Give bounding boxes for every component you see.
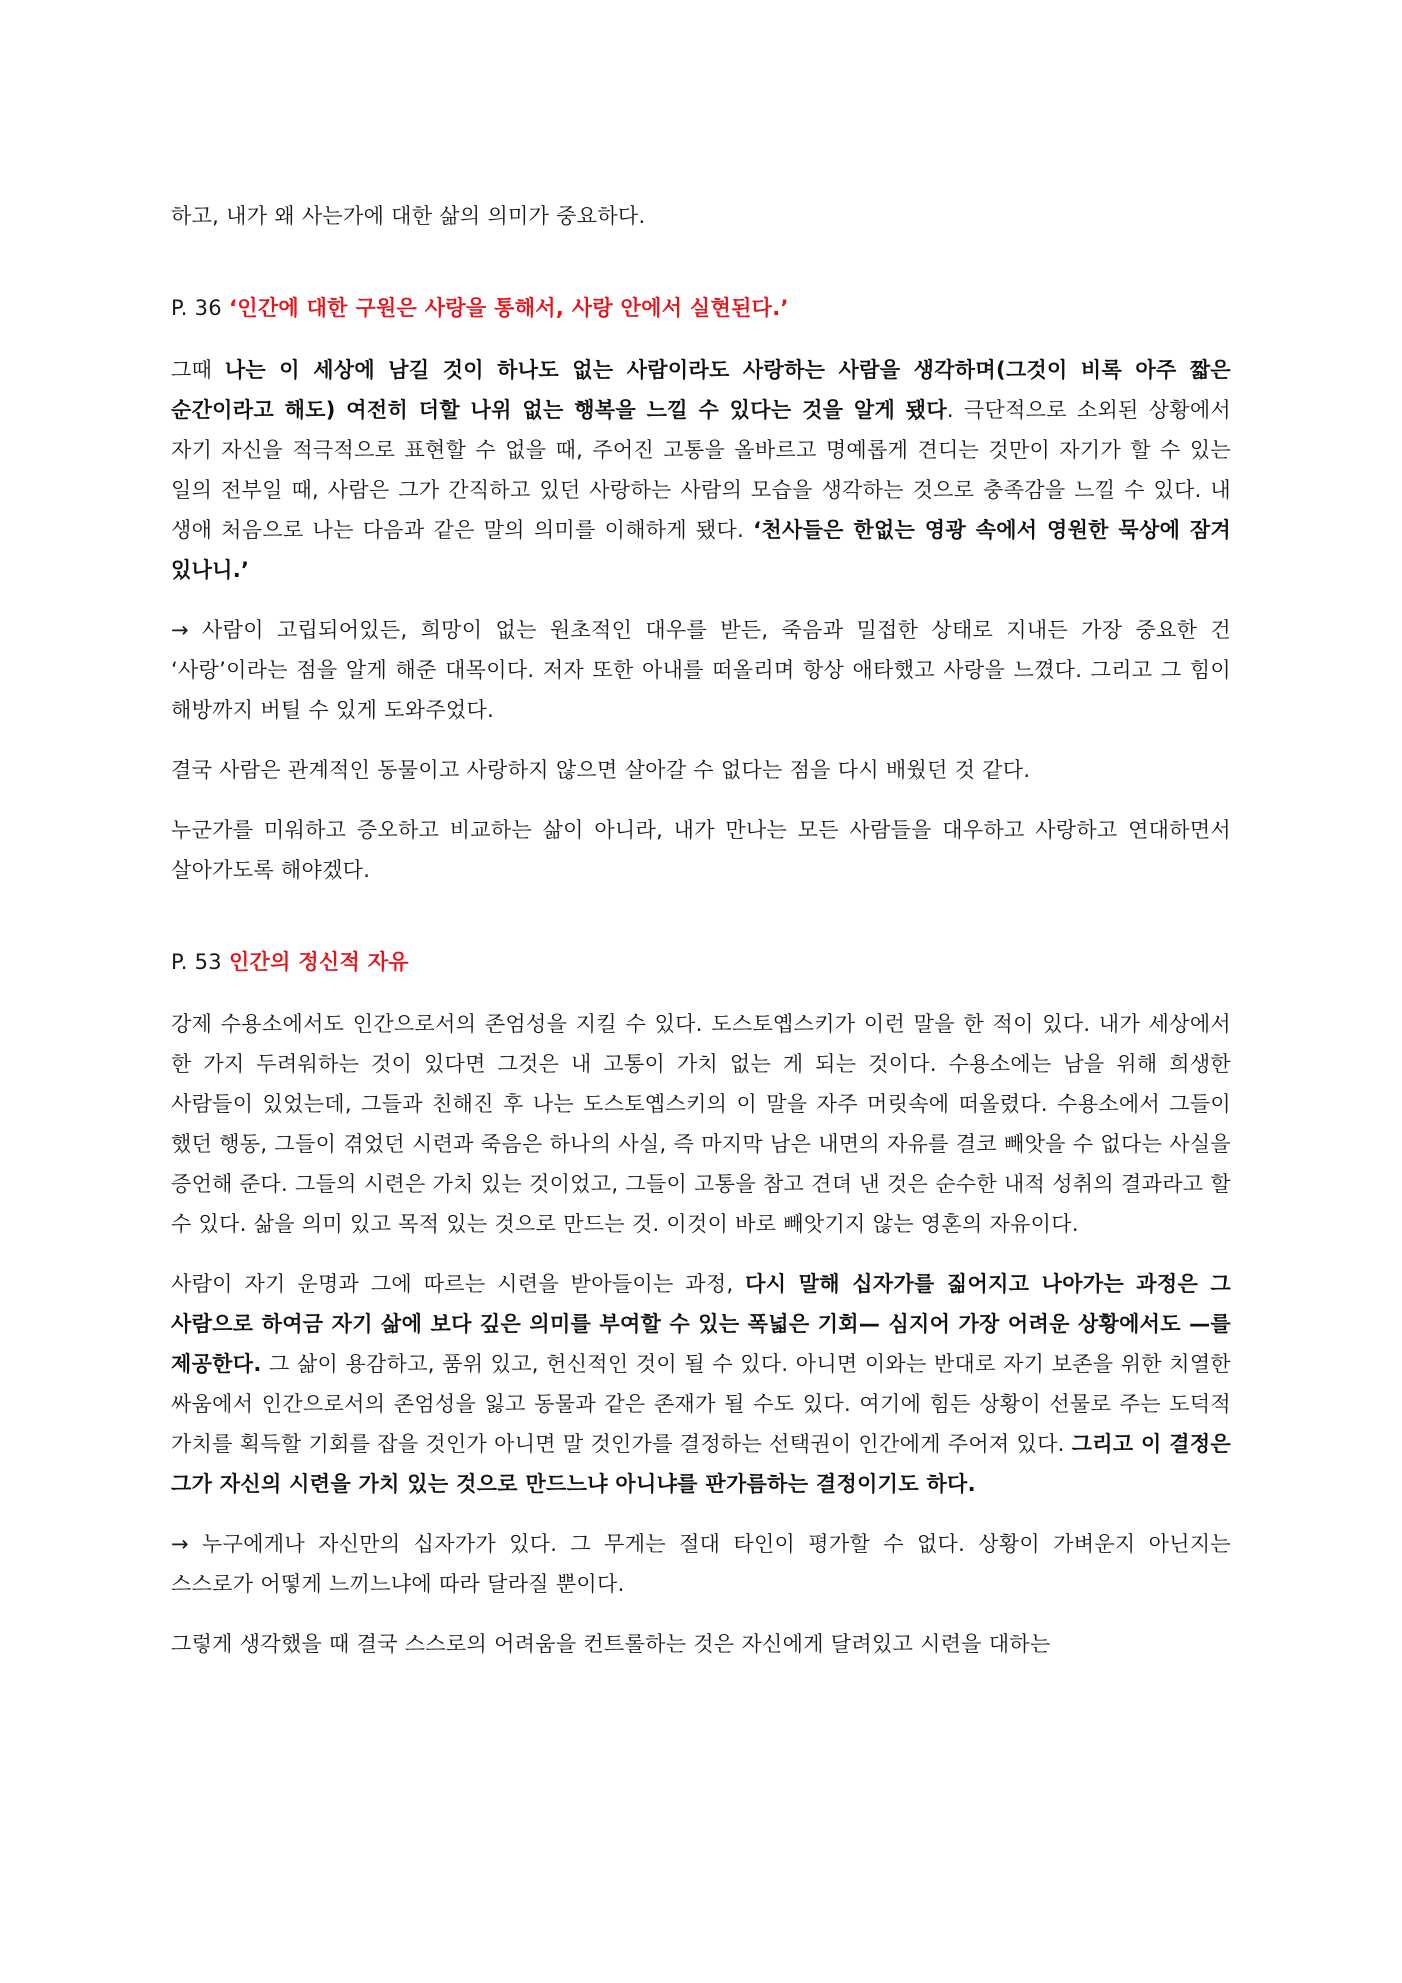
section-heading-p53 (171, 942, 1231, 982)
paragraph-intro: 하고, 내가 왜 사는가에 대한 삶의 의미가 중요하다. (171, 204, 646, 228)
document-body (171, 196, 1231, 1684)
bold-text-run: 다시 말해 십자가를 짊어지고 나아가는 과정은 그 사람으로 하여금 자기 삶에 보다 깊은 의미를 부여할 수 있는 폭넓은 기회— 심지어 가장 어려운 상황에서도 —를 제공한다. (171, 1272, 1231, 1376)
bold-text-run: 나는 이 세상에 남길 것이 하나도 없는 사람이라도 사랑하는 사람을 생각하며(그것이 비록 아주 짧은 순간이라고 해도) 여전히 더할 나위 없는 행복을 느낄 수 있다는 것을 알게 됐다 (171, 358, 1232, 422)
section-title: ‘인간에 대한 구원은 사랑을 통해서, 사랑 안에서 실현된다.’ (228, 296, 789, 320)
section-heading-p36 (171, 288, 1231, 328)
text-run: 그때 (171, 358, 225, 382)
quote-paragraph (171, 350, 1231, 590)
page-reference: P. 36 (171, 296, 229, 320)
text-run: 그 삶이 용감하고, 품위 있고, 헌신적인 것이 될 수 있다. 아니면 이와는 반대로 자기 보존을 위한 치열한 싸움에서 인간으로서의 존엄성을 잃고 동물과 같은 존재가 될 수도 있다. 여기에 힘든 상황이 선물로 주는 도덕적 가치를 획득할 기회를 잡을 것인가 아니면 말 것인가를 결정하는 선택권이 인간에게 주어져 있다. (171, 1352, 1231, 1456)
section-title: 인간의 정신적 자유 (228, 950, 409, 974)
text-run: . 극단적으로 소외된 상황에서 자기 자신을 적극적으로 표현할 수 없을 때, 주어진 고통을 올바르고 명예롭게 견디는 것만이 자기가 할 수 있는 일의 전부일 때, 사람은 그가 간직하고 있던 사랑하는 사람의 모습을 생각하는 것으로 충족감을 느낄 수 있다. 내 생애 처음으로 나는 다음과 같은 말의 의미를 이해하게 됐다. (171, 398, 1231, 542)
reflection-paragraph: 그렇게 생각했을 때 결국 스스로의 어려움을 컨트롤하는 것은 자신에게 달려있고 시련을 대하는 (171, 1632, 1051, 1656)
page-reference: P. 53 (171, 950, 229, 974)
reflection-paragraph: 결국 사람은 관계적인 동물이고 사랑하지 않으면 살아갈 수 없다는 점을 다시 배웠던 것 같다. (171, 758, 1031, 782)
bold-text-run: ‘천사들은 한없는 영광 속에서 영원한 묵상에 잠겨 있나니.’ (171, 518, 1231, 582)
reflection-paragraph: → 사람이 고립되어있든, 희망이 없는 원초적인 대우를 받든, 죽음과 밀접한 상태로 지내든 가장 중요한 건 ‘사랑’이라는 점을 알게 해준 대목이다. 저자 또한 아내를 떠올리며 항상 애타했고 사랑을 느꼈다. 그리고 그 힘이 해방까지 버틸 수 있게 도와주었다. (171, 618, 1231, 722)
reflection-paragraph: → 누구에게나 자신만의 십자가가 있다. 그 무게는 절대 타인이 평가할 수 없다. 상황이 가벼운지 아닌지는 스스로가 어떻게 느끼느냐에 따라 달라질 뿐이다. (171, 1532, 1231, 1596)
quote-paragraph: 강제 수용소에서도 인간으로서의 존엄성을 지킬 수 있다. 도스토옙스키가 이런 말을 한 적이 있다. 내가 세상에서 한 가지 두려워하는 것이 있다면 그것은 내 고통이 가치 없는 게 되는 것이다. 수용소에는 남을 위해 희생한 사람들이 있었는데, 그들과 친해진 후 나는 도스토옙스키의 이 말을 자주 머릿속에 떠올렸다. 수용소에서 그들이 했던 행동, 그들이 겪었던 시련과 죽음은 하나의 사실, 즉 마지막 남은 내면의 자유를 결코 빼앗을 수 없다는 사실을 증언해 준다. 그들의 시련은 가치 있는 것이었고, 그들이 고통을 참고 견뎌 낸 것은 순수한 내적 성취의 결과라고 할 수 있다. 삶을 의미 있고 목적 있는 것으로 만드는 것. 이것이 바로 빼앗기지 않는 영혼의 자유이다. (171, 1012, 1231, 1236)
text-run: 사람이 자기 운명과 그에 따르는 시련을 받아들이는 과정, (171, 1272, 746, 1296)
reflection-paragraph: 누군가를 미워하고 증오하고 비교하는 삶이 아니라, 내가 만나는 모든 사람들을 대우하고 사랑하고 연대하면서 살아가도록 해야겠다. (171, 818, 1231, 882)
quote-paragraph (171, 1264, 1231, 1504)
bold-text-run: 그리고 이 결정은 그가 자신의 시련을 가치 있는 것으로 만드느냐 아니냐를 판가름하는 결정이기도 하다. (171, 1432, 1231, 1496)
